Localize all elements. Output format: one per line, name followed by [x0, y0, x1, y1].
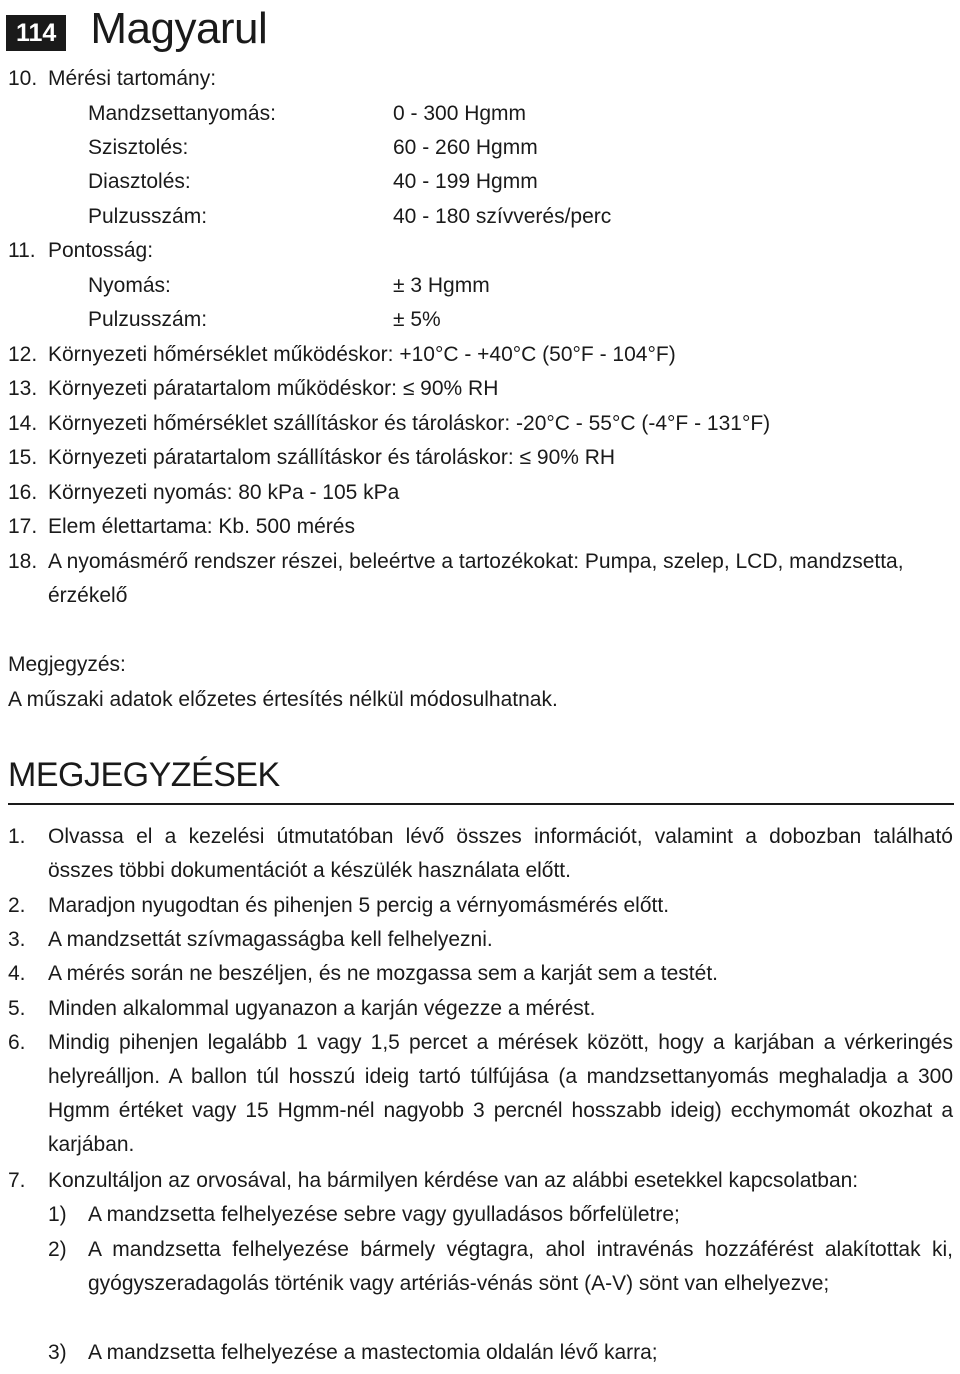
spec-row-value: 40 - 199 Hgmm [393, 170, 538, 193]
note-label: Megjegyzés: [8, 653, 126, 676]
item-number: 1. [8, 825, 26, 848]
spec-row-label: Pulzusszám: [88, 205, 208, 228]
spec-row-value: ± 5% [393, 308, 441, 331]
item-number: 2. [8, 894, 26, 917]
item-number: 5. [8, 997, 26, 1020]
spec-row-label: Szisztolés: [88, 136, 189, 159]
subitem-number: 1) [48, 1203, 67, 1226]
section-title: MEGJEGYZÉSEK [8, 756, 280, 794]
subitem-number: 3) [48, 1341, 67, 1364]
item-text: Minden alkalommal ugyanazon a karján végezze a mérést. [48, 997, 596, 1020]
spec-text: A nyomásmérő rendszer részei, beleértve a tartozékokat: Pumpa, szelep, LCD, mandzsetta, érzékelő [48, 550, 904, 607]
item-number: 6. [8, 1031, 26, 1054]
item-text: Konzultáljon az orvosával, ha bármilyen kérdése van az alábbi esetekkel kapcsolatban: [48, 1169, 859, 1192]
spec-number: 15. [8, 446, 38, 469]
item-number: 4. [8, 962, 26, 985]
subitem-number: 2) [48, 1238, 67, 1261]
subitem-text: A mandzsetta felhelyezése sebre vagy gyulladásos bőrfelületre; [88, 1203, 680, 1226]
spec-row-pulse-accuracy [88, 303, 441, 337]
page-title: Magyarul [90, 4, 268, 53]
spec-row-cuff-pressure [88, 97, 527, 131]
spec-row-label: Nyomás: [88, 274, 171, 297]
spec-row-label: Mandzsettanyomás: [88, 102, 276, 125]
spec-row-value: 0 - 300 Hgmm [393, 102, 527, 125]
item-text: Mindig pihenjen legalább 1 vagy 1,5 percet a mérések között, hogy a karjában a vérkeringés helyreálljon. A ballon túl hosszú ideig tartó túlfújása (a mandzsettanyomás meghaladja a 300 Hgmm értéket vagy 15 Hgmm-nél nagyobb 3 percnél hosszabb ideig) ecchymomát okozhat a karjában. [48, 1031, 953, 1156]
subitem-text: A mandzsetta felhelyezése a mastectomia oldalán lévő karra; [88, 1341, 658, 1364]
note-text: A műszaki adatok előzetes értesítés nélkül módosulhatnak. [8, 688, 558, 711]
spec-number: 13. [8, 377, 38, 400]
item-text: A mérés során ne beszéljen, és ne mozgassa sem a karját sem a testét. [48, 962, 718, 985]
item-number: 7. [8, 1169, 26, 1192]
subitem-text: A mandzsetta felhelyezése bármely végtagra, ahol intravénás hozzáférést alakítottak ki, gyógyszeradagolás történik vagy artériás-vénás sönt (A-V) sönt van elhelyezve; [88, 1238, 953, 1295]
spec-row-label: Diasztolés: [88, 170, 191, 193]
spec-text: Környezeti nyomás: 80 kPa - 105 kPa [48, 481, 400, 504]
spec-text: Környezeti hőmérséklet szállításkor és tároláskor: -20°C - 55°C (-4°F - 131°F) [48, 412, 771, 435]
spec-row-systolic [88, 131, 538, 165]
spec-text: Környezeti páratartalom szállításkor és tároláskor: ≤ 90% RH [48, 446, 616, 469]
page-number-badge: 114 [6, 15, 66, 51]
spec-text: Mérési tartomány: [48, 67, 217, 90]
item-text: Olvassa el a kezelési útmutatóban lévő összes információt, valamint a dobozban található összes többi dokumentációt a készülék használata előtt. [48, 825, 953, 882]
page-header [6, 4, 267, 54]
spec-text: Elem élettartama: Kb. 500 mérés [48, 515, 355, 538]
spec-row-label: Pulzusszám: [88, 308, 208, 331]
spec-text: Környezeti hőmérséklet működéskor: +10°C - +40°C (50°F - 104°F) [48, 343, 676, 366]
spec-row-pulse [88, 200, 612, 234]
spec-number: 16. [8, 481, 38, 504]
spec-text: Környezeti páratartalom működéskor: ≤ 90% RH [48, 377, 499, 400]
spec-number: 14. [8, 412, 38, 435]
spec-number: 17. [8, 515, 38, 538]
spec-number: 11. [8, 239, 36, 262]
spec-row-diastolic [88, 165, 538, 199]
item-text: Maradjon nyugodtan és pihenjen 5 percig a vérnyomásmérés előtt. [48, 894, 670, 917]
spec-row-value: 40 - 180 szívverés/perc [393, 205, 612, 228]
item-text: A mandzsettát szívmagasságba kell felhelyezni. [48, 928, 493, 951]
spec-text: Pontosság: [48, 239, 154, 262]
spec-number: 12. [8, 343, 38, 366]
spec-row-value: 60 - 260 Hgmm [393, 136, 538, 159]
spec-number: 18. [8, 550, 38, 573]
item-number: 3. [8, 928, 26, 951]
section-divider [8, 803, 954, 805]
spec-row-pressure-accuracy [88, 269, 490, 303]
spec-number: 10. [8, 67, 38, 90]
spec-row-value: ± 3 Hgmm [393, 274, 490, 297]
